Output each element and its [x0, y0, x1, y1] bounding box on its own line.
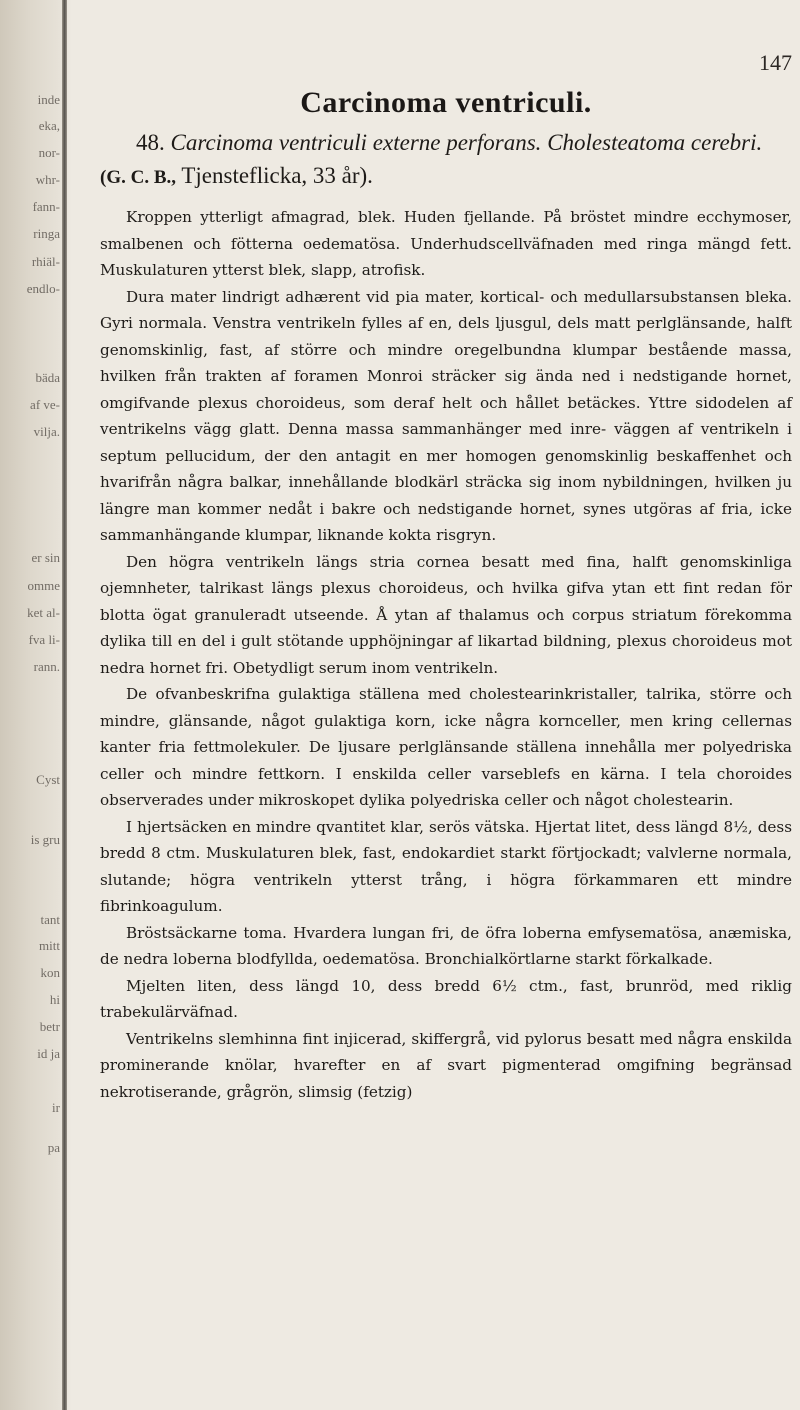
gutter-fragment: inde: [37, 92, 60, 107]
paragraph-brain: Dura mater lindrigt adhærent vid pia mater, kortical- och medullarsubstansen bleka. Gyri normala. Venstra ventrikeln fylles af en, dels ljusgul, dels matt perlglänsande, halft genomskinlig, fast, af större och mindre oregelbundna klumpar bestående massa, hvilken från trakten af foramen Monroi sträcker sig ända ned i nedstigande hornet, omgifvande plexus choroideus, som deraf helt och hållet betäckes. Yttre sidodelen af ventrikelns vägg glatt. Denna massa sammanhänger med inre- väggen af ventrikeln i septum pellucidum, der den antagit en mer homogen genomskinlig beskaffenhet och hvarifrån några balkar, innehållande blodkärl sträcka sig inom nybildningen, hvilken ju längre man kommer nedåt i bakre och nedstigande hornet, synes utgöras af fria, icke sammanhängande klumpar, liknande kokta risgryn.: [100, 287, 792, 544]
gutter-fragment: vilja.: [33, 424, 60, 439]
chapter-title: Carcinoma ventriculi.: [300, 86, 592, 119]
gutter-fragment: rann.: [33, 659, 60, 674]
gutter-fragment: rhiäl-: [31, 254, 60, 269]
case-body: [100, 204, 792, 1105]
gutter-fragment: bäda: [35, 370, 60, 385]
case-number: 48.: [136, 130, 165, 155]
gutter-fragment: af ve-: [30, 397, 60, 412]
paragraph-microscopy: De ofvanbeskrifna gulaktiga ställena med cholestearinkristaller, talrika, större och mindre, glänsande, något gulaktiga korn, icke några kornceller, men kring cellernas kanter fria fettmolekuler. De ljusare perlglänsande ställena innehålla mer polyedriska celler och mindre fettkorn. I enskilda celler varseblefs en kärna. I tela choroides observerades under mikroskopet dylika polyedriska celler och något cholestearin.: [100, 685, 792, 809]
gutter-fragment: ir: [52, 1100, 60, 1115]
book-binding: [62, 0, 67, 1410]
gutter-fragment: fann-: [32, 199, 60, 214]
gutter-fragment: pa: [47, 1140, 60, 1155]
gutter-fragment: omme: [27, 578, 60, 593]
paragraph-general: Kroppen ytterligt afmagrad, blek. Huden fjellande. På bröstet mindre ecchymoser, smalbenen och fötterna oedematösa. Underhudscellväfnaden med ringa mängd fett. Muskulaturen ytterst blek, slapp, atrofisk.: [100, 208, 792, 279]
paragraph-right-ventricle: Den högra ventrikeln längs stria cornea besatt med fina, halft genomskinliga ojemnheter, talrikast längs plexus choroideus, och hvilka gifva ytan ett fint redan för blotta ögat granuleradt utseende. Å ytan af thalamus och corpus striatum förekomma dylika till en del i gult stötande upphöjningar af likartad bildning, plexus choroideus mot nedra hornet fri. Obetydligt serum inom ventrikeln.: [100, 552, 792, 677]
gutter-fragment: tant: [40, 912, 60, 927]
gutter-fragment: endlo-: [26, 281, 60, 296]
case-heading: [100, 126, 792, 194]
gutter-fragment: ringa: [33, 226, 60, 241]
gutter-fragment: ket al-: [27, 605, 60, 620]
patient-initials: (G. C. B.,: [100, 167, 176, 188]
paragraph-lungs: Bröstsäckarne toma. Hvardera lungan fri, de öfra loberna emfysematösa, anæmiska, de nedra loberna blodfyllda, oedematösa. Bronchialkörtlarne starkt förkalkade.: [100, 923, 792, 968]
gutter-fragment: hi: [49, 992, 60, 1007]
case-title-part-1: Carcinoma ventriculi: [170, 130, 368, 155]
gutter-fragment: kon: [40, 965, 60, 980]
gutter-fragment: fva li-: [28, 632, 60, 647]
document-page: [100, 40, 792, 1105]
gutter-fragment: betr: [39, 1019, 60, 1034]
gutter-fragment: er sin: [31, 550, 60, 565]
paragraph-heart: I hjertsäcken en mindre qvantitet klar, serös vätska. Hjertat litet, dess längd 8½, dess bredd 8 ctm. Muskulaturen blek, fast, endokardiet starkt förtjockadt; valvlerne normala, slutande; högra ventrikeln ytterst trång, i högra förkammaren ett mindre fibrinkoagulum.: [100, 817, 792, 915]
gutter-fragment: whr-: [35, 172, 60, 187]
gutter-fragment: is gru: [30, 832, 60, 847]
gutter-fragment: nor-: [38, 145, 60, 160]
paragraph-stomach: Ventrikelns slemhinna fint injicerad, skiffergrå, vid pylorus besatt med några enskilda prominerande knölar, hvarefter en af svart pigmenterad omgifning begränsad nekrotiserande, grågrön, slimsig (fetzig): [100, 1029, 792, 1101]
gutter-fragment: id ja: [37, 1046, 60, 1061]
paragraph-spleen: Mjelten liten, dess längd 10, dess bredd 6½ ctm., fast, brunröd, med riklig trabekulärväfnad.: [100, 976, 792, 1021]
gutter-fragment: Cyst: [36, 772, 60, 787]
case-title-part-2: externe perforans.: [372, 130, 542, 155]
case-title-part-3: Cholesteatoma cerebri.: [547, 130, 763, 155]
patient-info: Tjensteflicka, 33 år).: [181, 163, 373, 188]
facing-page-gutter: [0, 0, 72, 1410]
gutter-fragment: eka,: [38, 118, 60, 133]
page-number: 147: [759, 50, 792, 75]
gutter-fragment: mitt: [39, 938, 60, 953]
